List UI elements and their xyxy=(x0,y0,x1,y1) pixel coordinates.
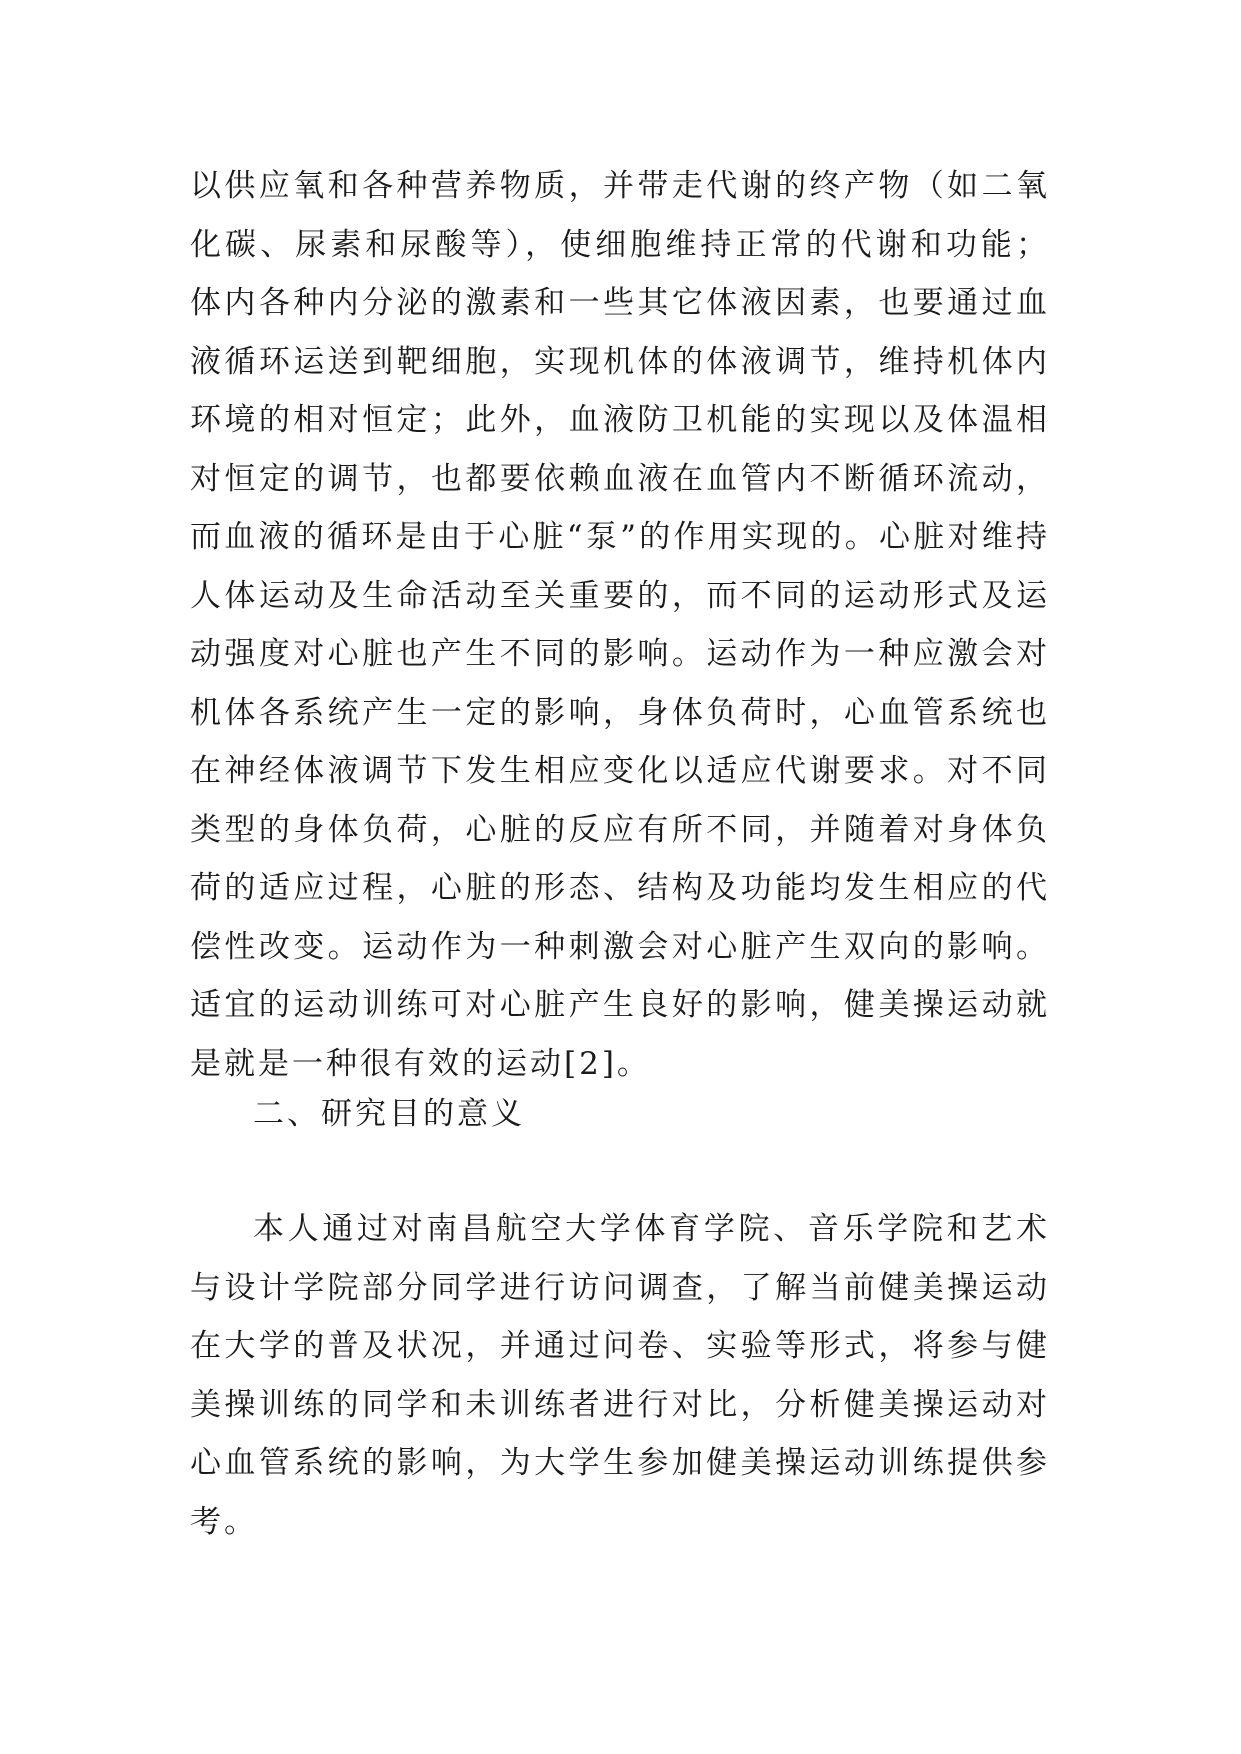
section-heading: 二、研究目的意义 xyxy=(253,1096,525,1132)
body-paragraph: 本人通过对南昌航空大学体育学院、音乐学院和艺术与设计学院部分同学进行访问调查，了解当前健美操运动在大学的普及状况，并通过问卷、实验等形式，将参与健美操训练的同学和未训练者进行对比，分析健美操运动对心血管系统的影响，为大学生参加健美操运动训练提供参考。 xyxy=(190,1211,1050,1540)
body-paragraph: 以供应氧和各种营养物质，并带走代谢的终产物（如二氧化碳、尿素和尿酸等），使细胞维持正常的代谢和功能；体内各种内分泌的激素和一些其它体液因素，也要通过血液循环运送到靶细胞，实现机体的体液调节，维持机体内环境的相对恒定；此外，血液防卫机能的实现以及体温相对恒定的调节，也都要依赖血液在血管内不断循环流动，而血液的循环是由于心脏“泵”的作用实现的。心脏对维持人体运动及生命活动至关重要的，而不同的运动形式及运动强度对心脏也产生不同的影响。运动作为一种应激会对机体各系统产生一定的影响，身体负荷时，心血管系统也在神经体液调节下发生相应变化以适应代谢要求。对不同类型的身体负荷，心脏的反应有所不同，并随着对身体负荷的适应过程，心脏的形态、结构及功能均发生相应的代偿性改变。运动作为一种刺激会对心脏产生双向的影响。适宜的运动训练可对心脏产生良好的影响，健美操运动就是就是一种很有效的运动[2]。 xyxy=(190,168,1050,1082)
